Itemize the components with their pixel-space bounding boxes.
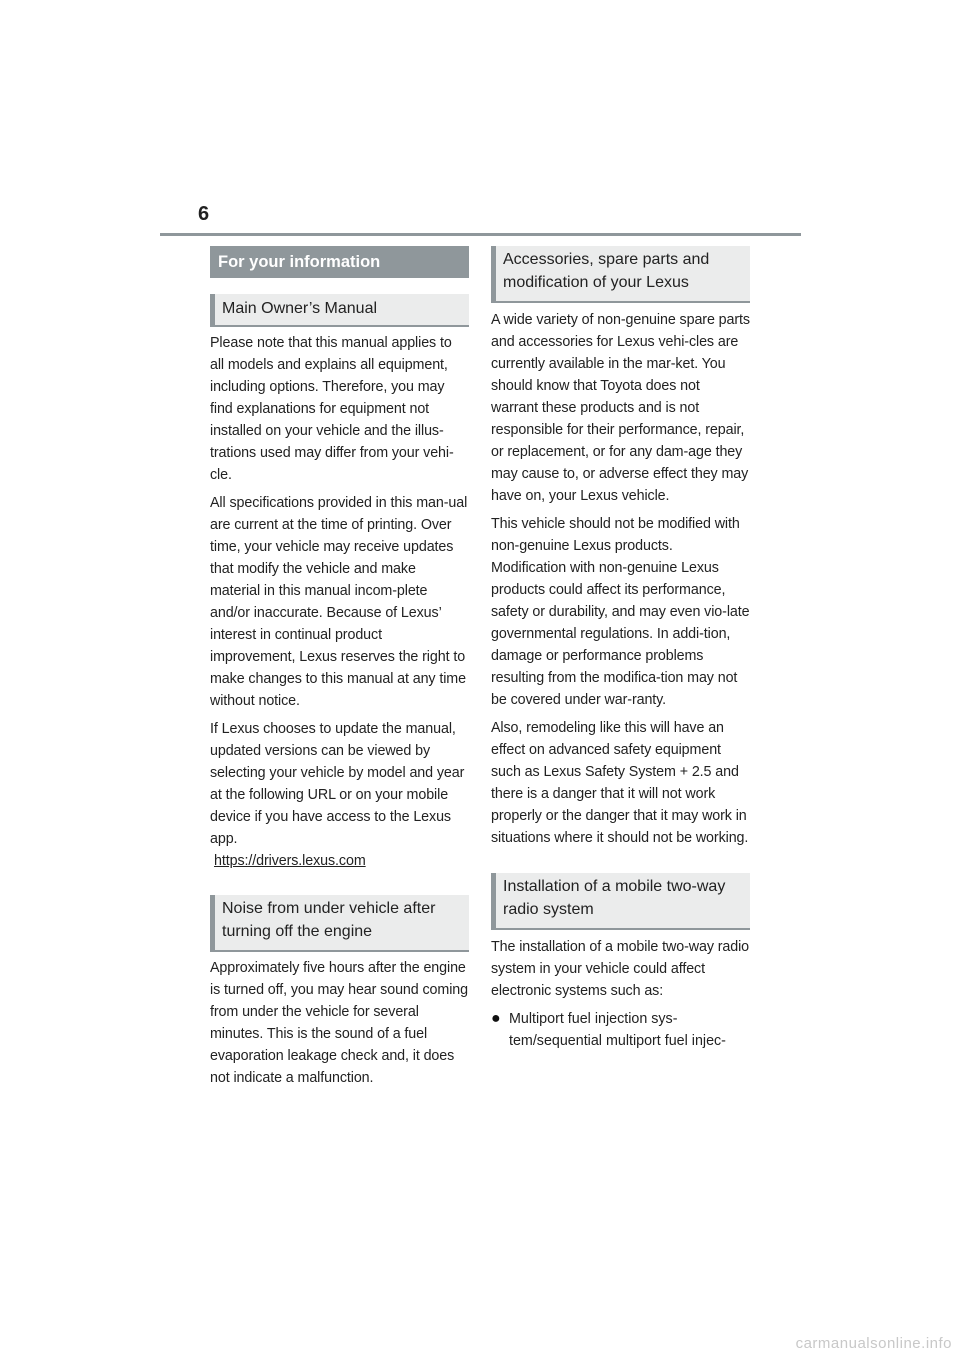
bullet-text: Multiport fuel injection sys-tem/sequential multiport fuel injec-: [509, 1011, 726, 1049]
right-column: [491, 246, 750, 1052]
paragraph-radio-installation: The installation of a mobile two-way radio system in your vehicle could affect electronic systems such as:: [491, 939, 750, 999]
left-column: [210, 246, 469, 1089]
heading-main-owners-manual: Main Owner’s Manual: [210, 294, 469, 327]
heading-noise-line-2: turning off the engine: [222, 923, 373, 940]
paragraph-noise: Approximately five hours after the engine is turned off, you may hear sound coming from under the vehicle for several minutes. This is the sound of a fuel evaporation leakage check and, it does not indicate a malfunction.: [210, 960, 468, 1086]
paragraph-update-manual: If Lexus chooses to update the manual, updated versions can be viewed by selecting your vehicle by model and year at the following URL or on your mobile device if you have access to the Lexus app.: [210, 721, 465, 847]
paragraph-non-genuine-parts: A wide variety of non-genuine spare parts and accessories for Lexus vehi-cles are currently available in the mar-ket. You should know that Toyota does not warrant these products and is not responsible for their performance, repair, or replacement, or for any dam-age they may cause to, or adverse effect they may have on, your Lexus vehicle.: [491, 312, 750, 504]
heading-accessories-line-2: modification of your Lexus: [503, 274, 689, 291]
heading-accessories-line-1: Accessories, spare parts and: [503, 251, 710, 268]
page-number: 6: [198, 203, 210, 225]
section-title-for-your-information: For your information: [210, 246, 469, 278]
heading-accessories: [491, 246, 750, 303]
watermark: carmanualsonline.info: [795, 1335, 952, 1352]
heading-radio-line-2: radio system: [503, 901, 594, 918]
paragraph-modification: This vehicle should not be modified with non-genuine Lexus products. Modification with non-genuine Lexus products could affect its performance, safety or durability, and may even vio-late governmental regulations. In addi-tion, damage or performance problems resulting from the modifica-tion may not be covered under war-ranty.: [491, 516, 750, 708]
bullet-dot-icon: ●: [491, 1010, 501, 1027]
paragraph-specifications: All specifications provided in this man-ual are current at the time of printing. Over time, your vehicle may receive updates that modify the vehicle and make material in this manual incom-plete and/or inaccurate. Because of Lexus’ interest in continual product improvement, Lexus reserves the right to make changes to this manual at any time without notice.: [210, 495, 468, 709]
list-item: [491, 1008, 750, 1052]
paragraph-manual-applies: Please note that this manual applies to all models and explains all equipment, including options. Therefore, you may find explanations for equipment not installed on your vehicle and the illus-trations used may differ from your vehi-cle.: [210, 335, 454, 483]
paragraph-remodeling: Also, remodeling like this will have an effect on advanced safety equipment such as Lexus Safety System + 2.5 and there is a danger that it will not work properly or the danger that it may work in situations where it should not be working.: [491, 720, 749, 846]
heading-noise-line-1: Noise from under vehicle after: [222, 900, 436, 917]
header-rule: [160, 233, 801, 236]
drivers-lexus-link[interactable]: https://drivers.lexus.com: [214, 853, 366, 869]
heading-two-way-radio: [491, 873, 750, 930]
heading-noise-after-engine-off: [210, 895, 469, 952]
heading-radio-line-1: Installation of a mobile two-way: [503, 878, 726, 895]
